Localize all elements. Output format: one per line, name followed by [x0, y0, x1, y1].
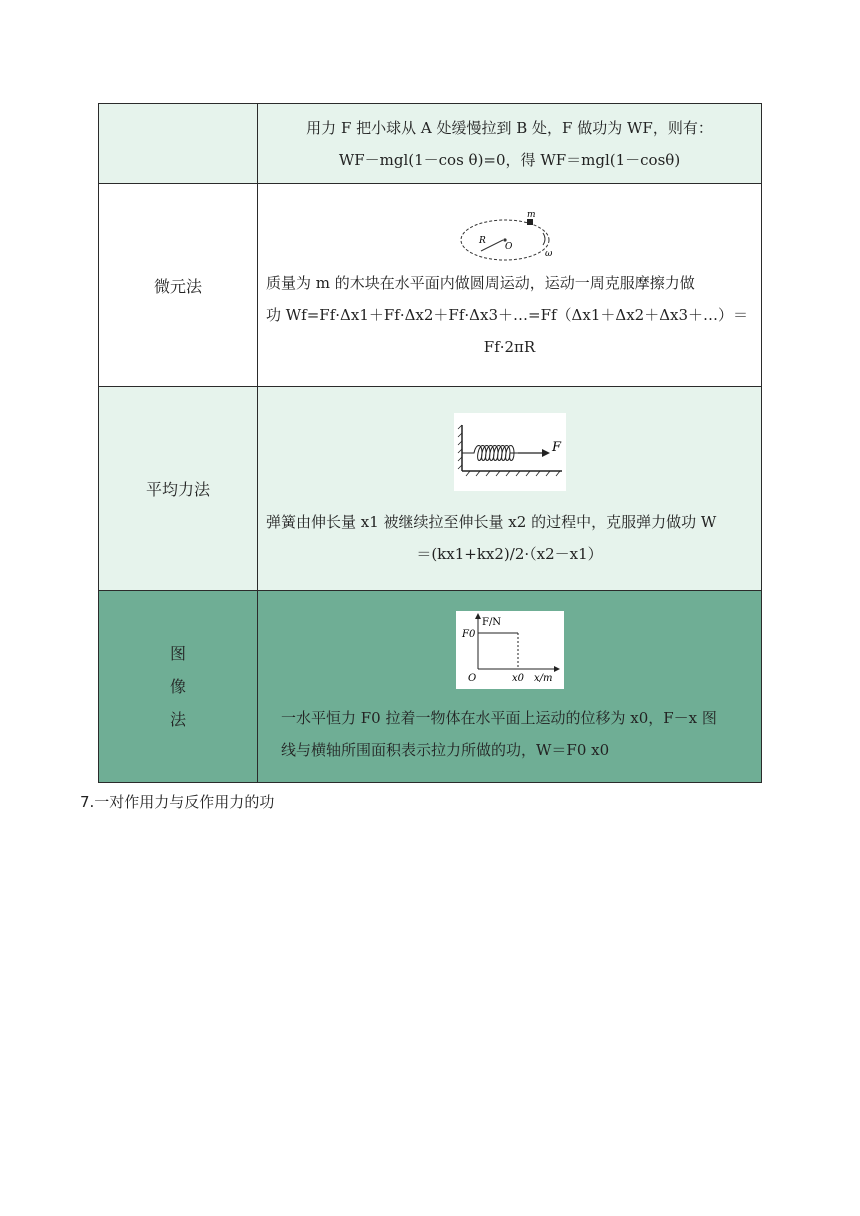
content-line: 弹簧由伸长量 x1 被继续拉至伸长量 x2 的过程中，克服弹力做功 W — [266, 513, 717, 531]
method-label — [99, 591, 258, 783]
label-char: 像 — [169, 677, 186, 696]
fig-label: m — [526, 210, 536, 220]
fig-label: ω — [544, 249, 552, 259]
table-row — [99, 591, 762, 783]
label-char: 图 — [169, 644, 186, 663]
table-row — [99, 387, 762, 591]
fig-label: x0 — [511, 673, 524, 684]
fig-label: F0 — [461, 629, 475, 640]
content-line: WF－mgl(1－cos θ)=0，得 WF＝mgl(1－cosθ) — [338, 150, 681, 169]
method-content — [258, 184, 762, 387]
fig-label: O — [504, 242, 512, 252]
table-row — [99, 104, 762, 184]
fig-label: R — [478, 236, 486, 246]
spring-figure — [454, 413, 566, 491]
method-label — [99, 104, 258, 184]
method-label: 平均力法 — [99, 387, 258, 591]
circular-motion-figure — [455, 207, 565, 267]
fig-label: F — [551, 440, 561, 455]
force-displacement-graph — [456, 611, 564, 689]
fig-label: O — [467, 673, 476, 684]
graph-figure-box — [456, 611, 564, 689]
content-line: 线与横轴所围面积表示拉力所做的功，W＝F0 x0 — [281, 741, 610, 759]
spring-figure-box — [454, 413, 566, 491]
content-line: ＝(kx1+kx2)/2·（x2－x1） — [416, 545, 603, 563]
method-content — [258, 104, 762, 184]
method-label: 微元法 — [99, 184, 258, 387]
fig-label: x/m — [533, 673, 552, 684]
omega-arrow — [543, 233, 545, 245]
label-char: 法 — [169, 710, 186, 729]
content-line: 用力 F 把小球从 A 处缓慢拉到 B 处，F 做功为 WF，则有： — [306, 118, 713, 137]
fig-label: F/N — [481, 617, 501, 628]
table-row — [99, 184, 762, 387]
work-methods-table — [98, 103, 762, 783]
content-line: 一水平恒力 F0 拉着一物体在水平面上运动的位移为 x0，F－x 图 — [281, 709, 717, 727]
section-heading: 7.一对作用力与反作用力的功 — [80, 793, 275, 811]
method-content — [258, 387, 762, 591]
content-line: 功 Wf=Ff·Δx1＋Ff·Δx2＋Ff·Δx3＋…=Ff（Δx1＋Δx2＋Δx3＋…）＝ — [266, 306, 749, 324]
content-line: 质量为 m 的木块在水平面内做圆周运动，运动一周克服摩擦力做 — [266, 274, 695, 292]
method-content — [258, 591, 762, 783]
content-line: Ff·2πR — [483, 338, 536, 356]
